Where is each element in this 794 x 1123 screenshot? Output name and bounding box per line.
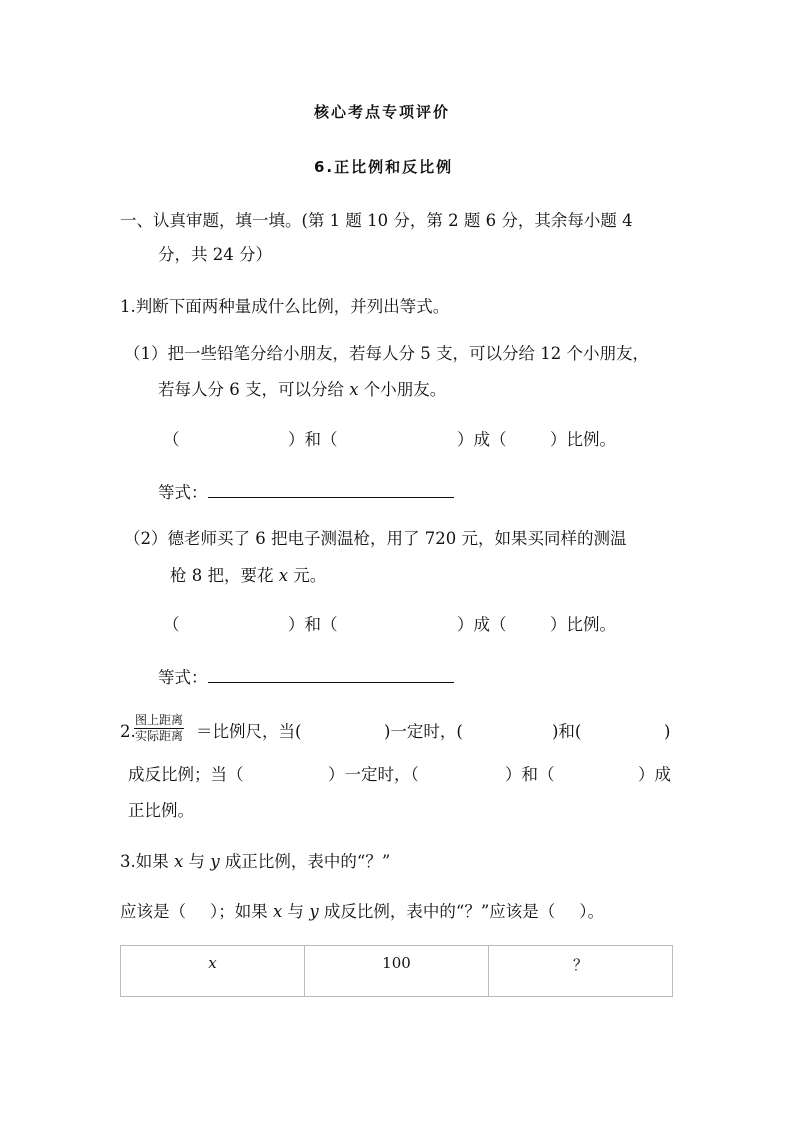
scale-fraction: 图上距离 实际距离 xyxy=(135,713,184,743)
q1-part2-equation xyxy=(158,666,454,688)
equation-label: 等式： xyxy=(158,483,208,502)
answer-blank-open: （ xyxy=(163,615,180,634)
question1-stem: 1.判断下面两种量成什么比例，并列出等式。 xyxy=(120,297,450,316)
q3-line2: 应该是（ ）；如果 x 与 y 成反比例，表中的“？”应该是（ ）。 xyxy=(120,902,605,921)
section-title: 6.正比例和反比例 xyxy=(314,158,454,176)
q3-line1: 3.如果 x 与 y 成正比例，表中的“？” xyxy=(120,852,391,871)
equation-answer-line[interactable] xyxy=(208,481,454,498)
page-title: 核心考点专项评价 xyxy=(314,103,451,121)
table-row xyxy=(121,946,673,997)
equation-answer-line[interactable] xyxy=(208,666,454,683)
answer-blank-and: ）和（ xyxy=(288,615,338,634)
q1-part1-equation xyxy=(158,481,454,503)
table-cell-x: x xyxy=(121,946,305,997)
q2-line3: 正比例。 xyxy=(128,801,194,820)
answer-blank-open: （ xyxy=(163,430,180,449)
table-cell-value: 100 xyxy=(305,946,489,997)
answer-blank-ratio: ）比例。 xyxy=(550,430,616,449)
answer-blank-and: ）和（ xyxy=(288,430,338,449)
section-heading-line1: 一、认真审题，填一填。(第 1 题 10 分，第 2 题 6 分，其余每小题 4 xyxy=(120,211,633,230)
answer-blank-cheng: ）成（ xyxy=(457,430,507,449)
q1-part1-blanks xyxy=(0,430,794,450)
q1-part1-line1: （1）把一些铅笔分给小朋友，若每人分 5 支，可以分给 12 个小朋友， xyxy=(124,344,649,363)
q1-part2-line2: 枪 8 把，要花 x 元。 xyxy=(170,566,327,585)
q1-part2-line1: （2）德老师买了 6 把电子测温枪，用了 720 元，如果买同样的测温 xyxy=(124,529,627,548)
section-heading-line2: 分，共 24 分） xyxy=(158,245,272,264)
table-cell-unknown: ？ xyxy=(489,946,673,997)
q1-part1-line2: 若每人分 6 支，可以分给 x 个小朋友。 xyxy=(158,380,447,399)
answer-blank-ratio: ）比例。 xyxy=(550,615,616,634)
xy-table xyxy=(120,945,673,997)
q1-part2-blanks xyxy=(0,615,794,635)
q2-line2: 成反比例；当（ ）一定时，（ ）和（ ）成 xyxy=(128,765,671,784)
equation-label: 等式： xyxy=(158,668,208,687)
q2-line1: 2. 图上距离 实际距离 ＝比例尺，当( )一定时，( )和( ) xyxy=(120,713,671,743)
answer-blank-cheng: ）成（ xyxy=(457,615,507,634)
